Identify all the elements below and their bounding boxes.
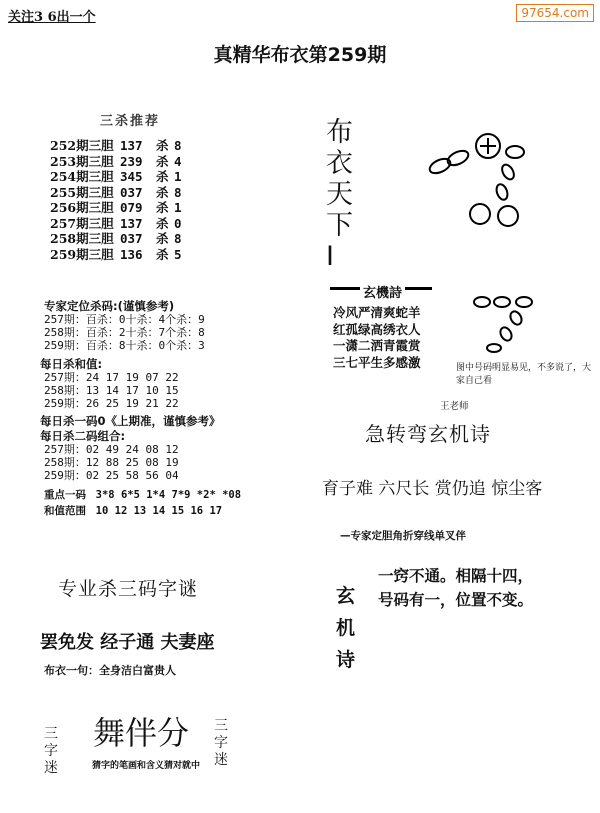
kill-period: 256期三胆: [50, 200, 114, 215]
data-row: 一潇二洒青霞赏: [333, 338, 421, 353]
data-row: 258期：百杀：2十杀：7个杀：8: [44, 326, 205, 339]
chain-ring-mark: [480, 138, 496, 154]
data-row: 下: [326, 210, 353, 241]
kill-nums: 037: [120, 184, 143, 200]
kill-kill: 杀: [156, 169, 169, 184]
kill-period: 254期三胆: [50, 169, 114, 184]
riddle-poem-heading: 急转弯玄机诗: [365, 422, 491, 446]
kill-period: 252期三胆: [50, 138, 114, 153]
kill-k: 0: [174, 215, 182, 231]
data-row: 天: [326, 179, 353, 210]
page-title: 真精华布衣第259期: [213, 44, 387, 66]
kill-period: 259期三胆: [50, 246, 114, 262]
sum-heading: 每日杀和值:: [40, 357, 103, 371]
data-row: 259期：26 25 19 21 22: [44, 397, 179, 410]
kill-nums: 037: [120, 231, 143, 246]
kill-kill: 杀: [156, 200, 169, 215]
data-row: 玄: [336, 585, 356, 607]
teacher-name: 王老师: [440, 401, 469, 412]
kill-k: 8: [174, 138, 182, 153]
data-row: 257期：02 49 24 08 12: [44, 443, 179, 456]
data-row: I: [326, 241, 334, 272]
kill-kill: 杀: [156, 246, 169, 262]
sum-rows: [44, 371, 179, 410]
combo-label: 重点一码: [44, 489, 86, 501]
poem-lines: [333, 305, 421, 371]
one-sentence: 布衣一句：全身洁白富贵人: [44, 664, 176, 677]
kill-period: 253期三胆: [50, 153, 114, 169]
three-char-riddle-left: [44, 726, 60, 777]
mystic-poem-vertical: [336, 580, 358, 676]
range-line: [44, 503, 222, 518]
data-row: 机: [336, 617, 356, 639]
kill-k: 4: [174, 153, 182, 169]
riddle-hint: 猜字的笔画和含义猜对就中: [92, 761, 201, 771]
data-row: 三七平生多感激: [333, 354, 421, 370]
kill-nums: 079: [120, 200, 143, 215]
quote-line-2: 号码有一，位置不变。: [378, 591, 534, 609]
kill-k: 5: [174, 246, 182, 262]
riddle-line: 育子难 六尺长 赏仍追 惊尘客: [322, 479, 543, 499]
data-row: 258期：13 14 17 10 15: [44, 384, 179, 397]
one-code-heading: 每日杀一码0《上期准，谨慎参考》: [40, 414, 221, 428]
kill-row: [50, 138, 182, 154]
kill-row: [50, 200, 182, 216]
kill-kill: 杀: [156, 153, 169, 169]
chain-link: [508, 309, 524, 326]
kill-kill: 杀: [156, 138, 169, 153]
combo-line: [44, 487, 241, 502]
kill-row: [50, 247, 182, 263]
chain-link: [494, 297, 510, 307]
cloth-world-vertical: [326, 117, 360, 272]
kill-k: 8: [174, 184, 182, 200]
poem-title: 玄機詩: [360, 282, 405, 301]
kill-nums: 239: [120, 153, 143, 169]
data-row: 迷: [214, 752, 228, 768]
chain-link: [506, 146, 524, 158]
data-row: 257期：24 17 19 07 22: [44, 371, 179, 384]
data-row: 258期：12 88 25 08 19: [44, 456, 179, 469]
kill-row: [50, 185, 182, 201]
quote-line-1: 一窍不通。相隔十四，: [378, 567, 534, 585]
kill-nums: 345: [120, 169, 143, 184]
data-row: 诗: [336, 649, 356, 671]
kill-heading: 三杀推荐: [100, 114, 161, 129]
pro-kill-heading: 专业杀三码字谜: [58, 578, 199, 600]
position-rows: [44, 313, 205, 352]
combo-value: 3*8 6*5 1*4 7*9 *2* *08: [95, 489, 242, 501]
kill-k: 1: [174, 169, 182, 184]
chain-link: [495, 183, 510, 201]
data-row: 三: [214, 718, 228, 734]
kill-period: 255期三胆: [50, 184, 114, 200]
image-note: 图中号码明显易见，不多说了，大家自己看: [456, 363, 592, 386]
data-row: 259期：02 25 58 56 04: [44, 469, 179, 482]
chain-link: [500, 163, 517, 182]
site-watermark: 97654.com: [516, 4, 594, 22]
chain-link: [516, 297, 532, 307]
three-char-riddle-right: [214, 718, 230, 769]
range-value: 10 12 13 14 15 16 17: [95, 505, 223, 517]
two-code-heading: 每日杀二码组合:: [40, 429, 126, 443]
kill-kill: 杀: [156, 184, 169, 200]
two-code-rows: [44, 443, 179, 482]
chain-link: [445, 148, 470, 168]
kill-row: [50, 216, 182, 232]
data-row: 冷风严清爽蛇羊: [333, 305, 421, 320]
riddle-word: 舞伴分: [93, 714, 190, 752]
chain-ring: [498, 206, 518, 226]
data-row: 字: [44, 743, 58, 759]
chain-link: [498, 325, 514, 342]
chain-link: [474, 297, 490, 307]
kill-nums: 137: [120, 215, 143, 231]
chain-ring: [470, 204, 490, 224]
kill-kill: 杀: [156, 215, 169, 231]
header-note: 关注3 6出一个: [8, 10, 96, 25]
data-row: 字: [214, 735, 228, 751]
position-heading: 专家定位杀码:(谨慎参考): [44, 299, 175, 313]
data-row: 迷: [44, 760, 58, 776]
kill-nums: 136: [120, 246, 143, 262]
three-answers: 罢免发 经子通 夫妻座: [40, 632, 215, 653]
kill-row: [50, 154, 182, 170]
kill-nums: 137: [120, 138, 143, 153]
range-label: 和值范围: [44, 505, 86, 517]
data-row: 259期：百杀：8十杀：0个杀：3: [44, 339, 205, 352]
kill-row: [50, 169, 182, 185]
data-row: 衣: [326, 148, 353, 179]
data-row: 三: [44, 726, 58, 742]
expert-line: —专家定胆角折穿线单叉伴: [340, 530, 466, 542]
seven-image: [464, 294, 554, 354]
data-row: 257期：百杀：0十杀：4个杀：9: [44, 313, 205, 326]
chain-link: [487, 344, 501, 352]
kill-k: 1: [174, 200, 182, 215]
kill-kill: 杀: [156, 231, 169, 246]
kill-period: 257期三胆: [50, 215, 114, 231]
kill-list: [50, 138, 182, 262]
kill-row: [50, 231, 182, 247]
data-row: 布: [326, 117, 353, 148]
kill-period: 258期三胆: [50, 231, 114, 246]
kill-k: 8: [174, 231, 182, 246]
data-row: 红孤绿高绣衣人: [333, 321, 421, 337]
chain-image: [410, 132, 550, 240]
